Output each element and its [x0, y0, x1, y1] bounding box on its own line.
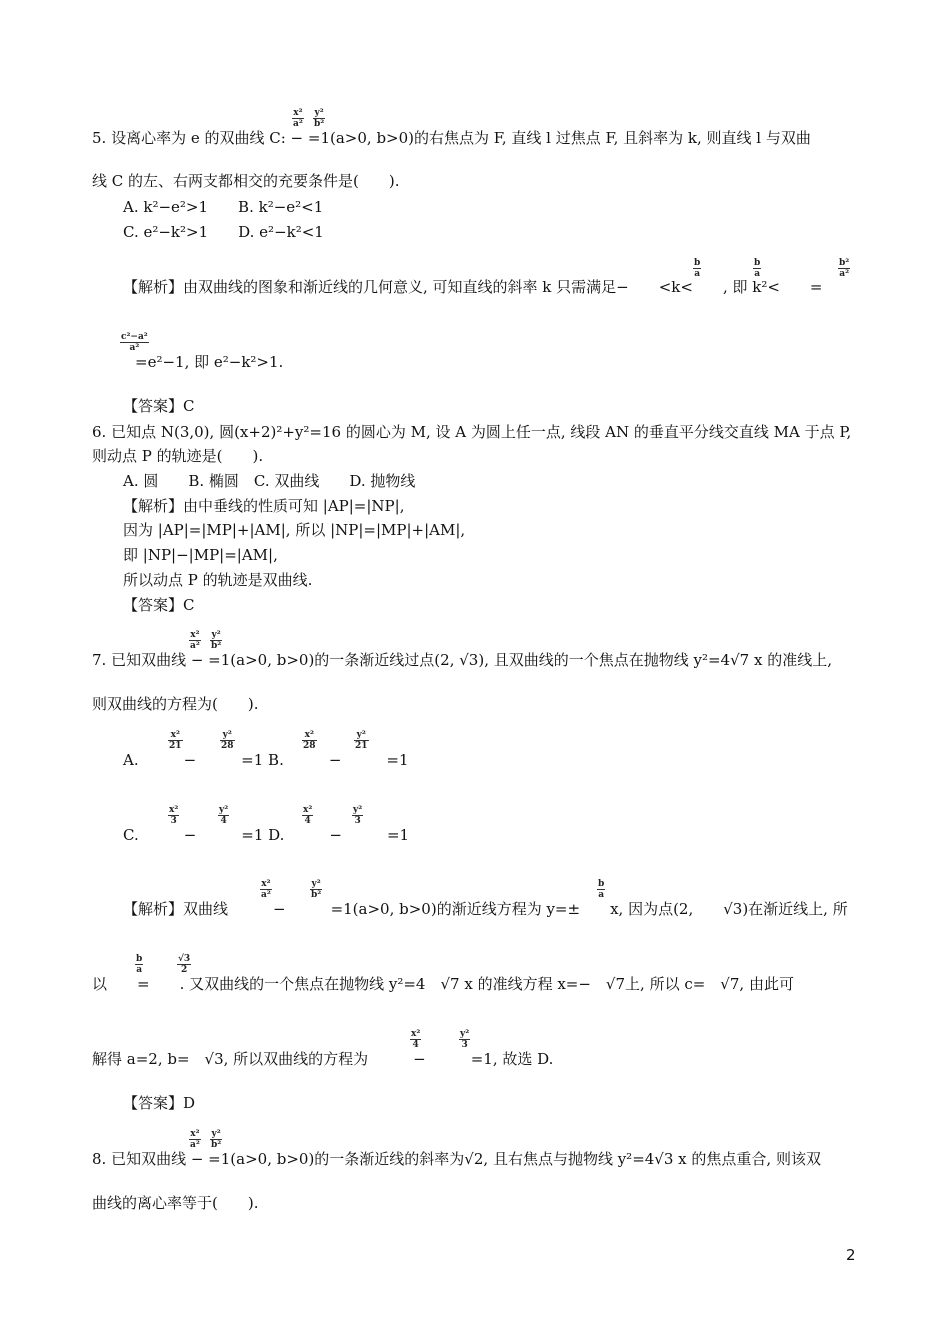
text-line-q6-l2: 则动点 P 的轨迹是( ). — [92, 447, 264, 465]
fraction-numerator: x² — [168, 730, 183, 741]
fraction-denominator: 21 — [169, 741, 182, 751]
text-line-q6-ans: 【答案】C — [123, 596, 195, 614]
fraction-q7-sf5 — [177, 954, 191, 975]
fraction-denominator: 3 — [461, 1040, 468, 1050]
fraction-q5-f1 — [292, 108, 304, 129]
fraction-numerator: c²−a² — [121, 332, 148, 342]
fraction-denominator: a² — [261, 890, 271, 900]
fraction-numerator: x² — [293, 108, 303, 118]
fraction-denominator: a² — [839, 269, 850, 279]
fraction-q7-sf6 — [410, 1029, 421, 1050]
fraction-denominator: 3 — [170, 816, 177, 826]
fraction-numerator: y² — [311, 879, 321, 889]
fraction-denominator: a² — [129, 343, 140, 353]
text-line-q5-l1: 5. 设离心率为 e 的双曲线 C: − =1(a>0, b>0)的右焦点为 F, 直线 l 过焦点 F, 且斜率为 k, 则直线 l 与双曲 — [92, 129, 811, 147]
fraction-numerator: x² — [411, 1029, 421, 1039]
fraction-numerator: √3 — [178, 954, 191, 964]
fraction-numerator: x² — [190, 630, 200, 640]
text-line-q5-ab: A. k²−e²>1 B. k²−e²<1 — [123, 198, 324, 216]
fraction-numerator: x² — [169, 805, 179, 815]
text-line-q5-sol2: =e²−1, 即 e²−k²>1. — [135, 353, 284, 371]
fraction-numerator: b — [754, 258, 761, 268]
text-line-q7-ans: 【答案】D — [123, 1094, 196, 1112]
fraction-denominator: 28 — [221, 741, 234, 751]
text-line-q6-opts: A. 圆 B. 椭圆 C. 双曲线 D. 抛物线 — [123, 472, 416, 490]
fraction-denominator: a² — [190, 1140, 200, 1150]
fraction-numerator: y² — [353, 805, 363, 815]
text-line-q7-sol1: 【解析】双曲线 − =1(a>0, b>0)的渐近线方程为 y=± x, 因为点(2, √3)在渐近线上, 所 — [123, 900, 848, 918]
fraction-numerator: y² — [211, 1129, 221, 1139]
fraction-numerator: y² — [314, 108, 324, 118]
text-line-q7-l1: 7. 已知双曲线 − =1(a>0, b>0)的一条渐近线过点(2, √3), 且双曲线的一个焦点在抛物线 y²=4√7 x 的准线上, — [92, 651, 832, 669]
fraction-denominator: 4 — [304, 816, 311, 826]
fraction-denominator: b² — [211, 641, 222, 651]
fraction-denominator: 3 — [354, 816, 361, 826]
fraction-denominator: a² — [190, 641, 200, 651]
fraction-denominator: a — [136, 965, 143, 975]
fraction-numerator: y² — [211, 630, 221, 640]
text-line-q8-l2: 曲线的离心率等于( ). — [92, 1194, 259, 1212]
text-line-q5-cd: C. e²−k²>1 D. e²−k²<1 — [123, 223, 324, 241]
fraction-q7-sf1 — [260, 879, 272, 900]
fraction-q7-sf7 — [459, 1029, 470, 1050]
text-line-q7-sol2: 以 = . 又双曲线的一个焦点在抛物线 y²=4 √7 x 的准线方程 x=− √7上, 所以 c= √7, 由此可 — [92, 975, 794, 993]
text-line-q6-sol2: 因为 |AP|=|MP|+|AM|, 所以 |NP|=|MP|+|AM|, — [123, 521, 466, 539]
fraction-denominator: 4 — [220, 816, 227, 826]
fraction-denominator: 21 — [355, 741, 368, 751]
text-line-q5-ans: 【答案】C — [123, 397, 195, 415]
fraction-numerator: b — [694, 258, 701, 268]
fraction-q7-oa2 — [220, 730, 235, 751]
fraction-q7-oc1 — [168, 805, 179, 826]
fraction-numerator: x² — [261, 879, 271, 889]
fraction-denominator: b² — [311, 890, 322, 900]
text-line-q7-l2: 则双曲线的方程为( ). — [92, 695, 259, 713]
fraction-q5-f2 — [313, 108, 325, 129]
text-line-q6-l1: 6. 已知点 N(3,0), 圆(x+2)²+y²=16 的圆心为 M, 设 A 为圆上任一点, 线段 AN 的垂直平分线交直线 MA 于点 P, — [92, 423, 852, 441]
fraction-q8-f2 — [210, 1129, 222, 1150]
fraction-q7-ob1 — [302, 730, 317, 751]
text-line-q5-l2: 线 C 的左、右两支都相交的充要条件是( ). — [92, 172, 400, 190]
fraction-numerator: y² — [220, 730, 235, 741]
fraction-denominator: 2 — [180, 965, 188, 975]
fraction-numerator: b — [598, 879, 605, 889]
fraction-q5-sf3 — [838, 258, 850, 279]
text-line-q6-sol4: 所以动点 P 的轨迹是双曲线. — [123, 571, 313, 589]
fraction-q7-oc2 — [218, 805, 229, 826]
fraction-q7-sf2 — [310, 879, 322, 900]
fraction-q7-f1 — [189, 630, 201, 651]
fraction-q7-f2 — [210, 630, 222, 651]
fraction-q7-oa1 — [168, 730, 183, 751]
fraction-denominator: 4 — [412, 1040, 419, 1050]
text-line-q6-sol1: 【解析】由中垂线的性质可知 |AP|=|NP|, — [123, 497, 405, 515]
fraction-numerator: b² — [839, 258, 850, 268]
fraction-q7-od2 — [352, 805, 363, 826]
fraction-denominator: a — [754, 269, 761, 279]
fraction-numerator: y² — [460, 1029, 470, 1039]
fraction-denominator: 28 — [303, 741, 316, 751]
fraction-q5-sf1 — [693, 258, 701, 279]
fraction-denominator: a — [694, 269, 701, 279]
page-number: 2 — [846, 1246, 856, 1264]
fraction-denominator: a² — [293, 119, 303, 129]
fraction-q7-od1 — [302, 805, 313, 826]
fraction-denominator: b² — [211, 1140, 222, 1150]
fraction-q7-ob2 — [354, 730, 369, 751]
fraction-numerator: y² — [219, 805, 229, 815]
fraction-q7-sf4 — [135, 954, 143, 975]
text-line-q7-ab: A. − =1 B. − =1 — [123, 751, 409, 769]
text-line-q8-l1: 8. 已知双曲线 − =1(a>0, b>0)的一条渐近线的斜率为√2, 且右焦点与抛物线 y²=4√3 x 的焦点重合, 则该双 — [92, 1150, 821, 1168]
fraction-numerator: y² — [354, 730, 369, 741]
fraction-numerator: x² — [303, 805, 313, 815]
fraction-numerator: x² — [302, 730, 317, 741]
fraction-q8-f1 — [189, 1129, 201, 1150]
fraction-q7-sf3 — [597, 879, 605, 900]
fraction-denominator: a — [598, 890, 605, 900]
text-line-q6-sol3: 即 |NP|−|MP|=|AM|, — [123, 546, 278, 564]
text-line-q7-cd: C. − =1 D. − =1 — [123, 826, 410, 844]
fraction-q5-sf4 — [120, 332, 149, 353]
fraction-numerator: b — [136, 954, 143, 964]
fraction-denominator: b² — [314, 119, 325, 129]
fraction-q5-sf2 — [753, 258, 761, 279]
text-line-q5-sol1: 【解析】由双曲线的图象和渐近线的几何意义, 可知直线的斜率 k 只需满足− <k< , 即 k²< = — [123, 278, 823, 296]
fraction-numerator: x² — [190, 1129, 200, 1139]
text-line-q7-sol3: 解得 a=2, b= √3, 所以双曲线的方程为 − =1, 故选 D. — [92, 1050, 554, 1068]
